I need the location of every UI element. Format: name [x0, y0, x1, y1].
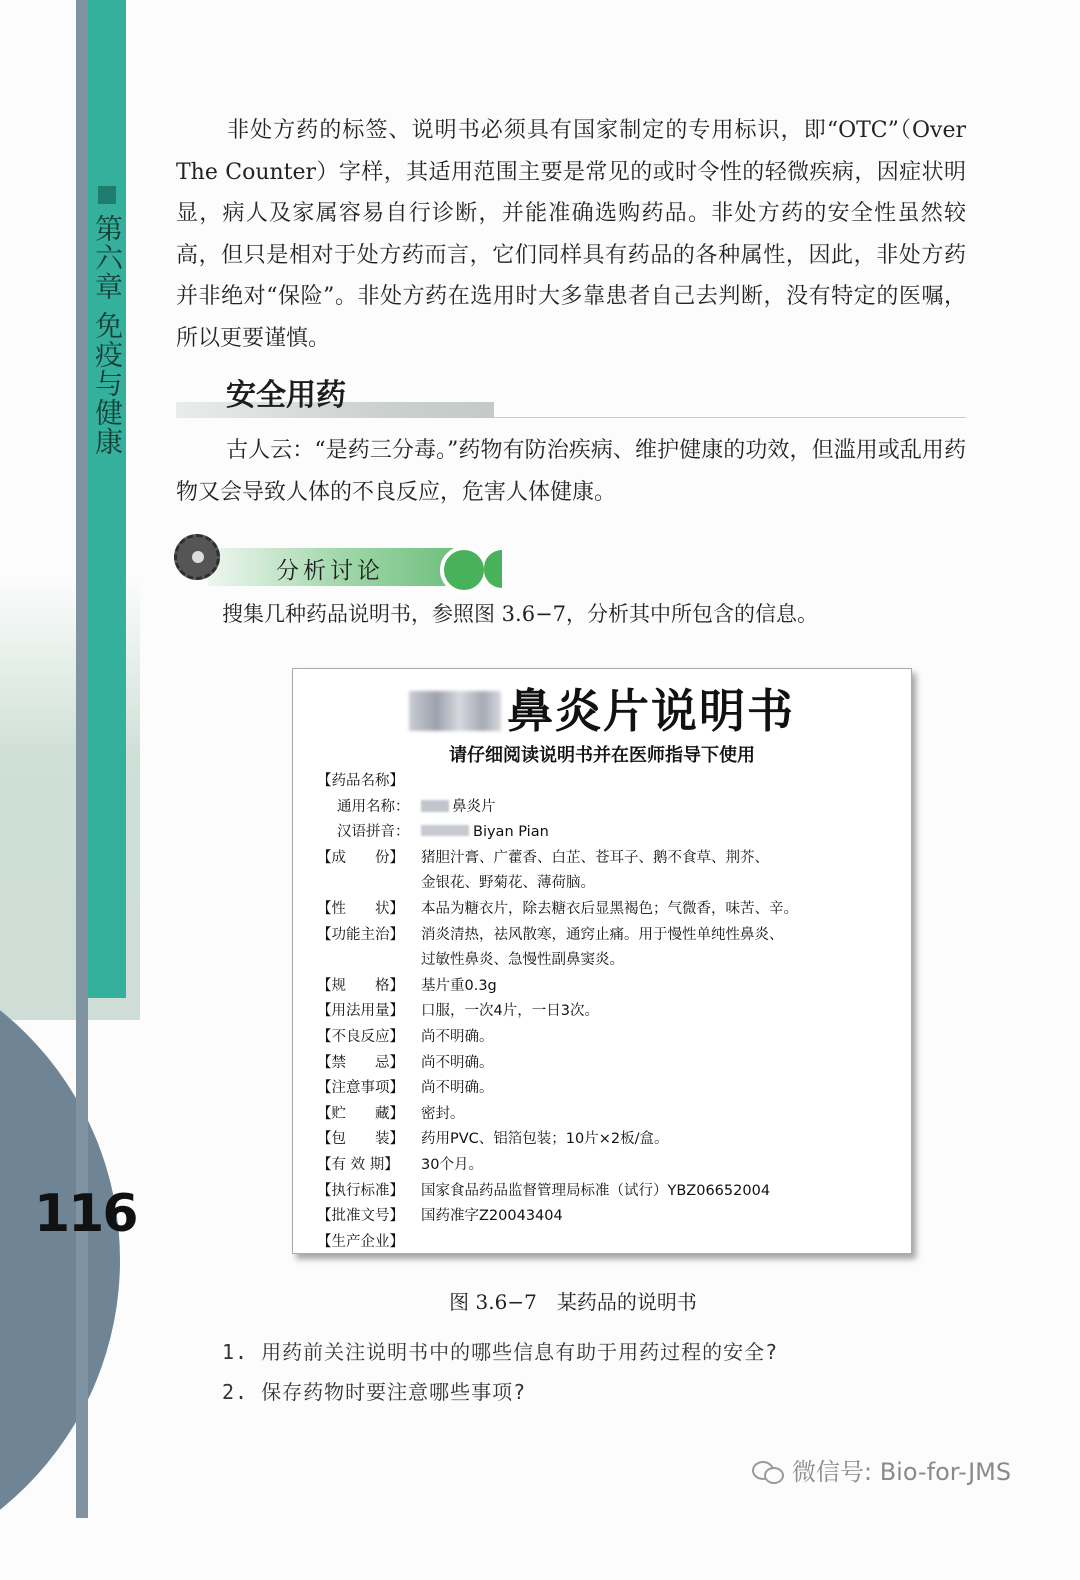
discussion-prompt: 搜集几种药品说明书，参照图 3.6−7，分析其中所包含的信息。: [222, 602, 819, 626]
sheet-row-label: 【执行标准】: [317, 1182, 404, 1199]
sheet-row-value: 国药准字Z20043404: [421, 1208, 563, 1225]
sheet-row-value: 口服，一次4片，一日3次。: [421, 1003, 599, 1020]
paragraph-safe-use-text: 古人云：“是药三分毒。”药物有防治疾病、维护健康的功效，但滥用或乱用药物又会导致人体的不良反应，危害人体健康。: [176, 438, 966, 505]
sheet-row-label: 【有 效 期】: [317, 1156, 399, 1173]
sheet-row: [317, 1179, 897, 1205]
sheet-row: [317, 974, 897, 1000]
sheet-row-value: 药用PVC、铝箔包装；10片×2板/盒。: [421, 1131, 669, 1148]
watermark: [752, 1452, 1011, 1487]
sheet-row-label: 【禁 忌】: [317, 1054, 404, 1071]
sheet-row-label: 【注意事项】: [317, 1080, 404, 1097]
sheet-row: [317, 1230, 897, 1256]
chapter-label: 第六章 免疫与健康: [91, 214, 124, 456]
green-circle-icon: [440, 546, 488, 594]
sheet-row-label: 【不良反应】: [317, 1028, 404, 1045]
sheet-row: [317, 1076, 897, 1102]
sheet-row-label: 【生产企业】: [317, 1233, 404, 1250]
sheet-row: [317, 948, 897, 974]
sheet-row-label: 【性 状】: [317, 900, 404, 917]
sheet-row-label: 通用名称：: [337, 798, 410, 815]
blurred-brand-pinyin: [421, 825, 469, 836]
sheet-row-value: 本品为糖衣片，除去糖衣后显黑褐色；气微香，味苦、辛。: [421, 900, 798, 917]
sheet-row: [317, 923, 897, 949]
sheet-row-value: 猪胆汁膏、广藿香、白芷、苍耳子、鹅不食草、荆芥、: [421, 849, 769, 866]
paragraph-safe-use: [176, 430, 966, 513]
left-decorative-curve: [0, 940, 120, 1580]
chapter-marker-square: [98, 186, 116, 204]
wechat-icon: [752, 1459, 786, 1483]
sheet-row-value: 基片重0.3g: [421, 977, 497, 994]
sheet-row-label: 【贮 藏】: [317, 1105, 404, 1122]
sheet-subtitle: 请仔细阅读说明书并在医师指导下使用: [449, 745, 755, 766]
sheet-row-value: 30个月。: [421, 1156, 483, 1173]
section-title: 安全用药: [226, 378, 346, 413]
sheet-title: [293, 675, 911, 741]
sheet-row: [317, 795, 897, 821]
sheet-row: [317, 1025, 897, 1051]
sheet-row-label: 【用法用量】: [317, 1003, 404, 1020]
sheet-row-value: 国家食品药品监督管理局标准（试行）YBZ06652004: [421, 1182, 771, 1199]
sheet-row-label: 【规 格】: [317, 977, 404, 994]
sheet-row: [317, 846, 897, 872]
sheet-row-label: 【成 份】: [317, 849, 404, 866]
sheet-row-value: 密封。: [421, 1105, 465, 1122]
discussion-banner: [174, 534, 504, 590]
sheet-row: [317, 871, 897, 897]
sheet-row: [317, 897, 897, 923]
question-1: 1. 用药前关注说明书中的哪些信息有助于用药过程的安全?: [222, 1340, 779, 1364]
sheet-title-text: 鼻炎片说明书: [507, 684, 795, 738]
sheet-row-value: 尚不明确。: [421, 1028, 494, 1045]
paragraph-otc: [176, 110, 966, 359]
section-heading-rule: [494, 417, 966, 418]
sheet-row: [317, 1102, 897, 1128]
sheet-row: [317, 1127, 897, 1153]
sheet-row: [317, 1153, 897, 1179]
sheet-row-label: 【包 装】: [317, 1131, 404, 1148]
sheet-row: [317, 1204, 897, 1230]
sheet-row-label: 【批准文号】: [317, 1208, 404, 1225]
discussion-title: 分析讨论: [276, 558, 384, 584]
gear-icon: [174, 534, 220, 580]
sheet-row-value: 尚不明确。: [421, 1080, 494, 1097]
paragraph-otc-text: 非处方药的标签、说明书必须具有国家制定的专用标识，即“OTC”（Over The Counter）字样，其适用范围主要是常见的或时令性的轻微疾病，因症状明显，病人及家属容易自行诊断，并能准确选购药品。非处方药的安全性虽然较高，但只是相对于处方药而言，它们同样具有药品的各种属性，因此，非处方药并非绝对“保险”。非处方药在选用时大多靠患者自己去判断，没有特定的医嘱，所以更要谨慎。: [176, 118, 966, 351]
blurred-brand-name: [409, 691, 501, 731]
sheet-row-value: 鼻炎片: [452, 798, 496, 815]
sheet-rows: [317, 769, 897, 1255]
sheet-row-value: 尚不明确。: [421, 1054, 494, 1071]
blurred-brand-name: [421, 800, 449, 812]
instruction-sheet-figure: [292, 668, 912, 1254]
sheet-row: [317, 999, 897, 1025]
page-number: 116: [34, 1184, 137, 1244]
sheet-row-label: 汉语拼音：: [337, 824, 410, 841]
sheet-row: [317, 820, 897, 846]
section-heading: [176, 366, 966, 424]
sheet-row-value: 消炎清热，祛风散寒，通窍止痛。用于慢性单纯性鼻炎、: [421, 926, 784, 943]
sheet-row: [317, 769, 897, 795]
sheet-row-label: 【药品名称】: [317, 773, 404, 789]
watermark-text: 微信号: Bio-for-JMS: [792, 1458, 1012, 1486]
question-2: 2. 保存药物时要注意哪些事项?: [222, 1380, 527, 1404]
figure-caption: 图 3.6−7 某药品的说明书: [449, 1290, 697, 1314]
sheet-row-value: Biyan Pian: [473, 824, 549, 841]
sheet-row-value: 过敏性鼻炎、急慢性副鼻窦炎。: [421, 952, 624, 969]
chapter-band: [88, 0, 126, 998]
sheet-row-value: 金银花、野菊花、薄荷脑。: [421, 875, 595, 892]
sheet-row: [317, 1051, 897, 1077]
sheet-row-label: 【功能主治】: [317, 926, 404, 943]
green-half-circle-icon: [484, 550, 502, 588]
